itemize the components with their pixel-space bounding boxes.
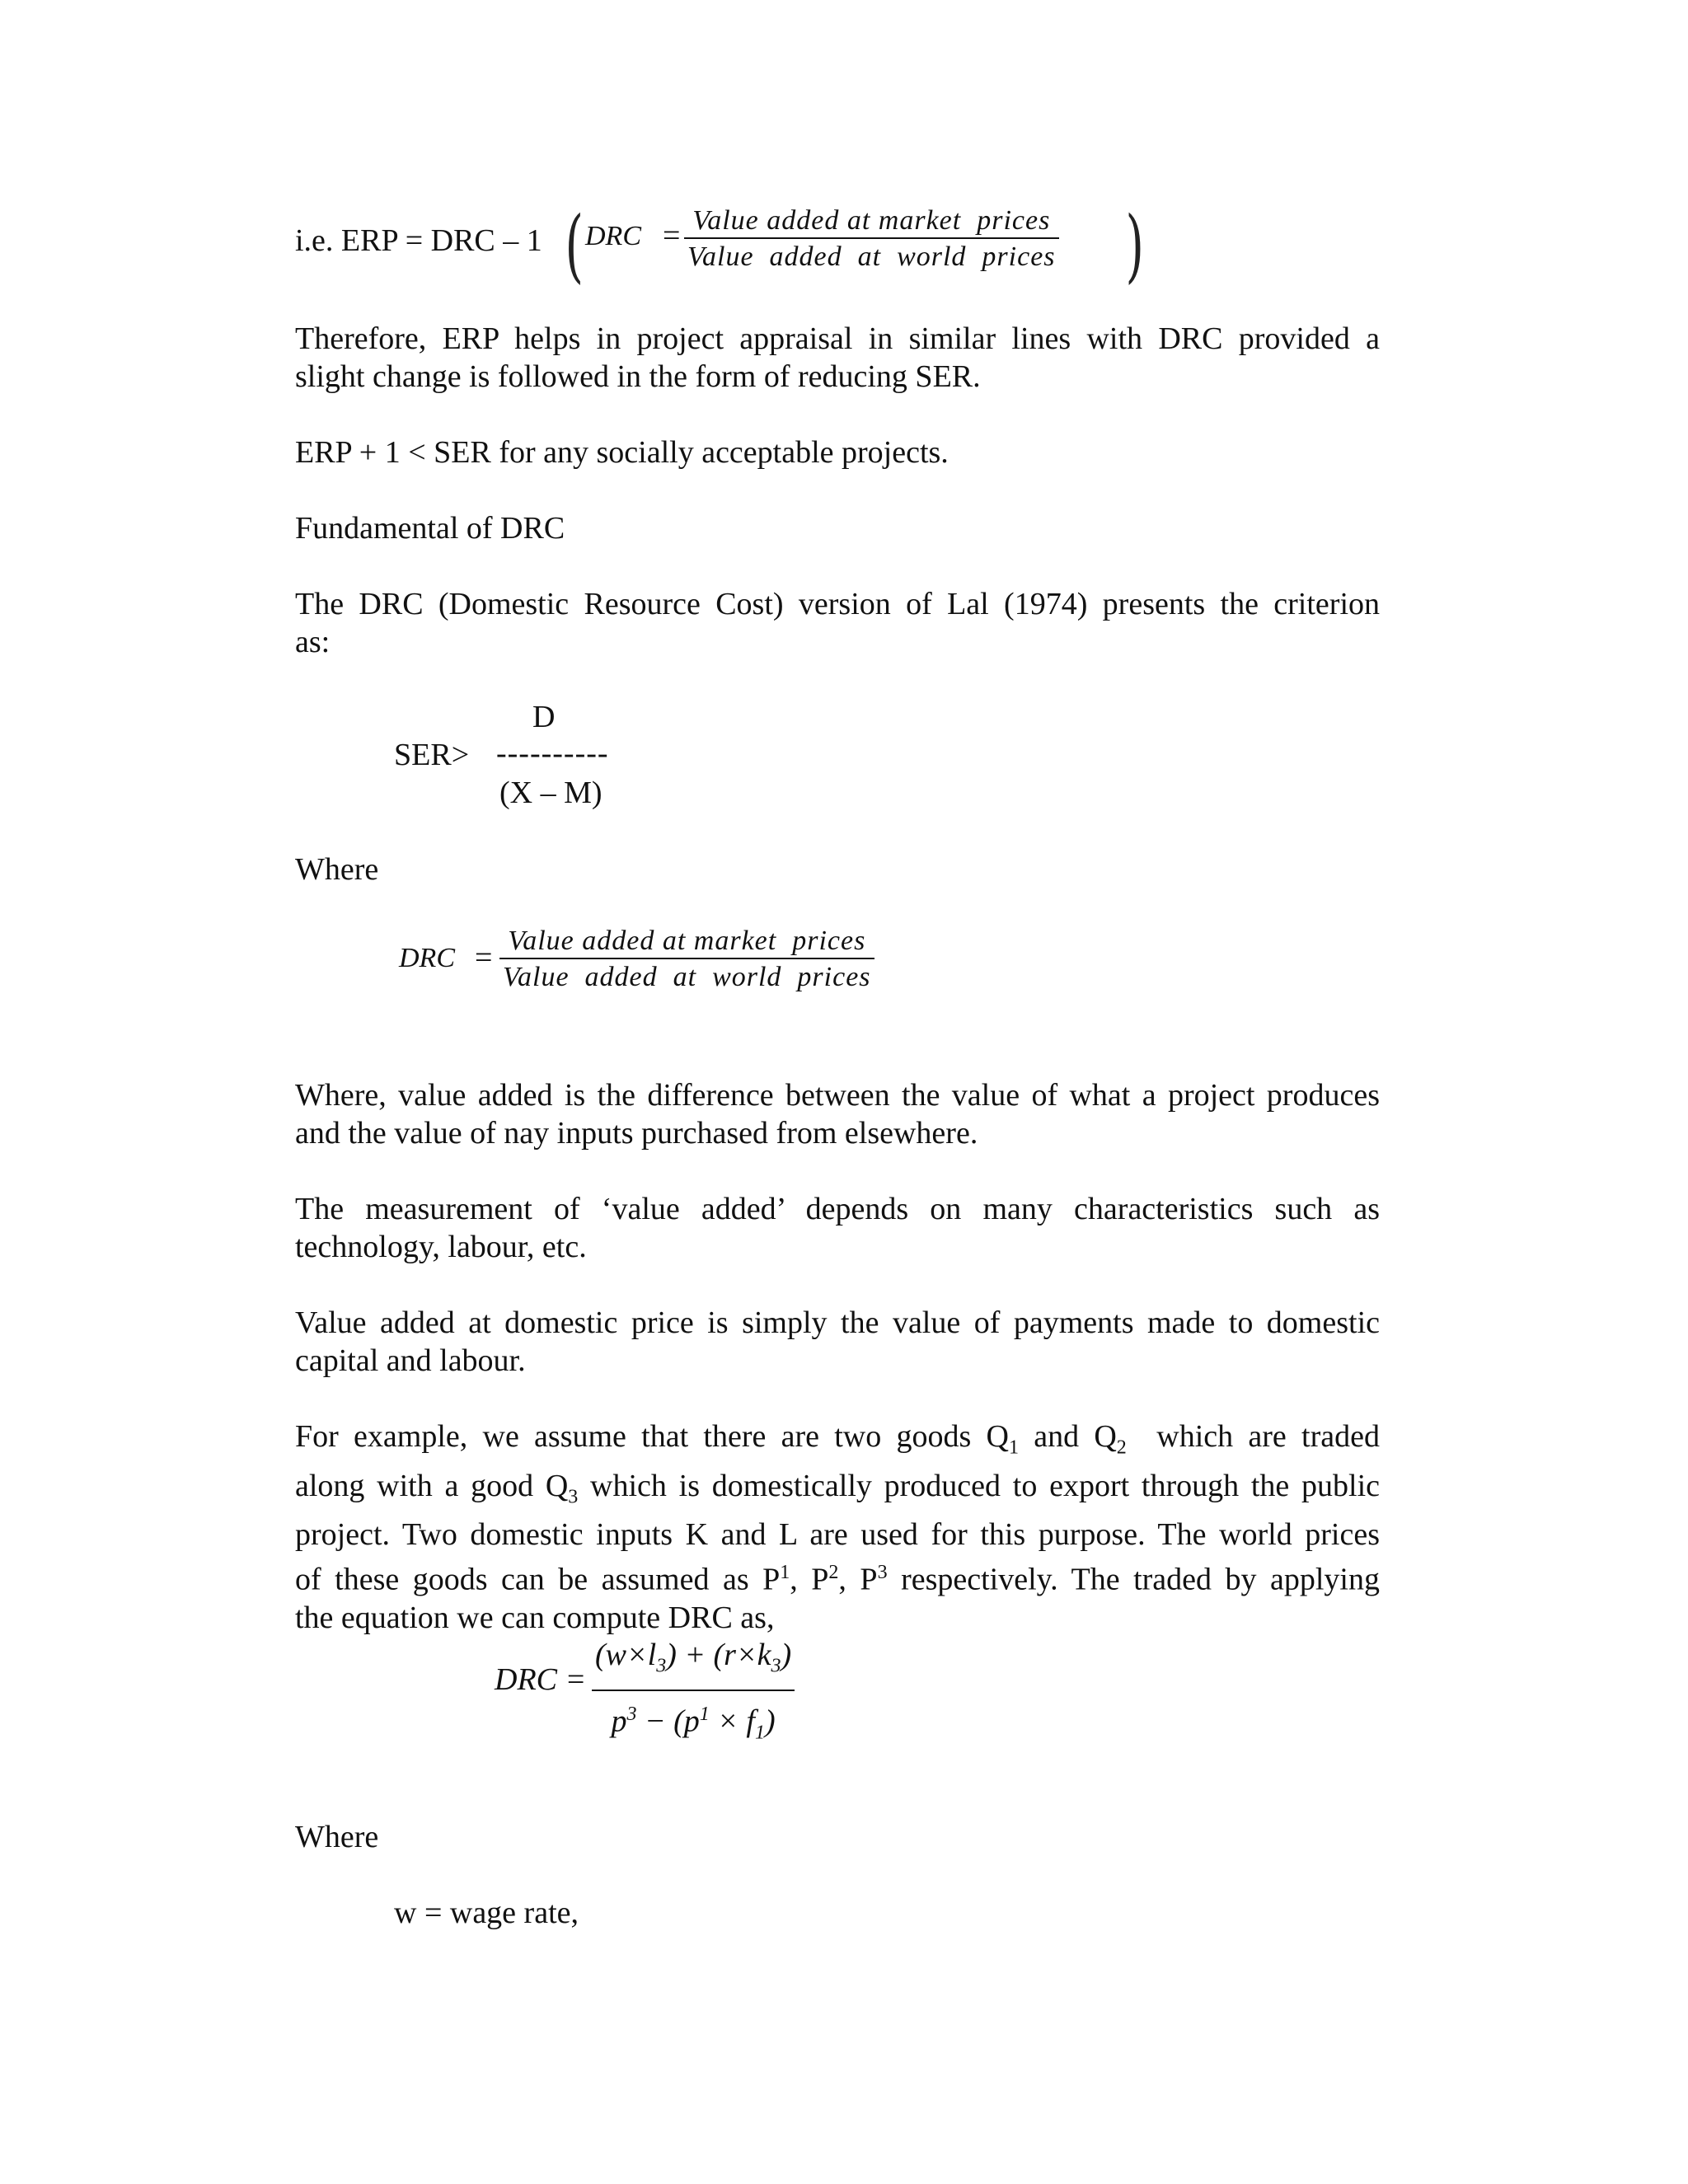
paragraph-example [295, 1418, 1380, 1637]
where-label-2 [295, 1818, 1380, 1856]
drc-lhs: DRC [399, 943, 455, 973]
paragraph-measurement [295, 1190, 1380, 1266]
left-paren: ( [565, 199, 584, 292]
erp-drc-lhs: DRC [585, 221, 641, 251]
text-line: For example, we assume that there are two goods $Q_1$ and $Q_2$ which are traded [295, 1419, 1380, 1459]
ser-numerator: D [532, 700, 556, 734]
ser-label: SER> [394, 738, 470, 772]
paragraph-erp-appraisal [295, 320, 1380, 396]
right-paren: ) [1125, 199, 1144, 292]
text-line: the equation we can compute DRC as, [295, 1600, 775, 1635]
drc-equals-sign: = [475, 940, 493, 975]
text-line: Value added at domestic price is simply the value of payments made to domestic [295, 1305, 1380, 1340]
text-line: along with a good $Q_3$ which is domestically produced to export through the public [295, 1468, 1381, 1508]
erp-fraction [684, 204, 1059, 275]
drc-formula-fraction [592, 1632, 795, 1755]
where-label [295, 851, 1380, 888]
drc-fraction-denominator: Value added at world prices [503, 962, 871, 992]
text-line: capital and labour. [295, 1343, 526, 1378]
text-line: of these goods can be assumed as $P^1$, $P^2$, $P^3$ respectively. The traded by applying [295, 1562, 1380, 1597]
text-line: w = wage rate, [394, 1896, 579, 1930]
drc-formula [495, 1632, 907, 1743]
text-line: project. Two domestic inputs K and L are used for this purpose. The world prices [295, 1517, 1380, 1553]
paragraph-erp-condition [295, 434, 1380, 471]
text-line: The measurement of ‘value added’ depends on many characteristics such as [295, 1192, 1380, 1226]
drc-formula-lhs: DRC = [495, 1662, 587, 1697]
erp-fraction-numerator: Value added at market prices [684, 204, 1059, 239]
text-line: ERP + 1 < SER for any socially acceptable projects. [295, 435, 949, 470]
drc-fraction-numerator: Value added at market prices [499, 925, 874, 959]
text-line: and the value of nay inputs purchased from elsewhere. [295, 1116, 978, 1151]
paragraph-value-added [295, 1076, 1380, 1152]
text-line: Where, value added is the difference between the value of what a project produces [295, 1078, 1380, 1113]
section-heading [295, 509, 1380, 547]
ser-denominator: (X – M) [499, 776, 603, 810]
text-line: The DRC (Domestic Resource Cost) version of Lal (1974) presents the criterion [295, 587, 1380, 621]
drc-formula-denominator: $p^3 - (p^1 \times f_1)$ [611, 1703, 776, 1743]
text-line: as: [295, 625, 331, 659]
text-line: slight change is followed in the form of reducing SER. [295, 359, 981, 394]
ser-dash-line: ---------- [496, 736, 609, 771]
erp-equation-prefix: i.e. ERP = DRC – 1 [295, 223, 542, 258]
paragraph-drc-version [295, 585, 1380, 661]
text-line: technology, labour, etc. [295, 1230, 587, 1264]
wage-rate-definition [394, 1894, 579, 1932]
drc-formula-numerator: $(w\times l_3) + (r\times k_3)$ [592, 1632, 795, 1691]
drc-fraction [499, 925, 874, 996]
erp-equals-sign: = [663, 218, 681, 253]
text-line: Where [295, 852, 379, 887]
erp-equation [295, 199, 1202, 292]
text-line: Where [295, 1820, 379, 1854]
erp-fraction-denominator: Value added at world prices [687, 241, 1056, 272]
ser-equation [394, 699, 641, 823]
heading-text: Fundamental of DRC [295, 511, 565, 546]
text-line: Therefore, ERP helps in project appraisal in similar lines with DRC provided a [295, 321, 1380, 356]
drc-definition-equation [399, 925, 976, 1007]
paragraph-domestic-price [295, 1304, 1380, 1380]
